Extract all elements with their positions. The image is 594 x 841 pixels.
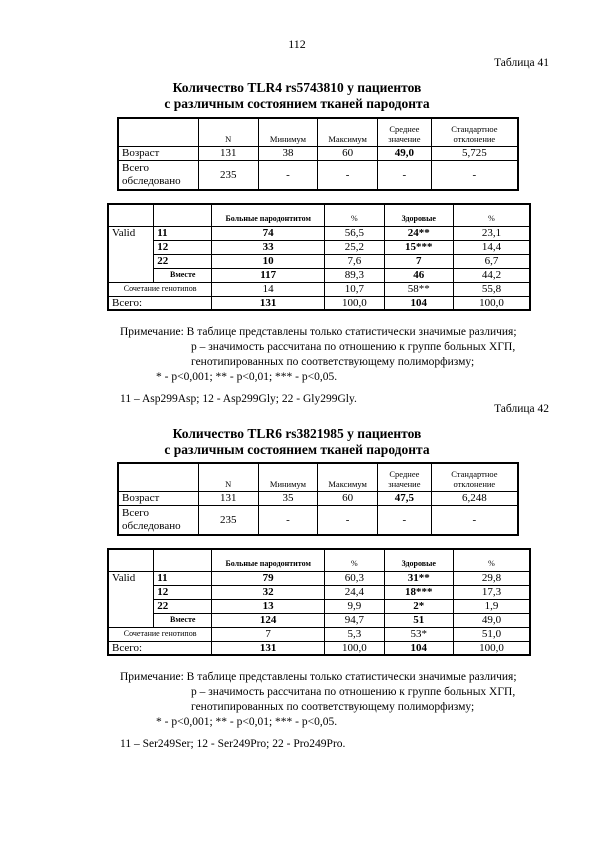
freq-corner-cell: [154, 204, 212, 226]
freq-row-total: [108, 641, 530, 655]
stats-cell: 60: [318, 146, 378, 160]
stats-cell: 235: [198, 160, 258, 190]
freq-cell: 32: [212, 585, 325, 599]
freq-combo-label: Сочетание генотипов: [108, 627, 212, 641]
freq-cell: 79: [212, 571, 325, 585]
freq-cell: 7: [384, 254, 453, 268]
table-41-label: Таблица 41: [494, 57, 549, 69]
freq-cell: 74: [212, 226, 325, 240]
freq-row-12: [108, 240, 530, 254]
freq-cell: 31**: [384, 571, 453, 585]
stats-header-max: Максимум: [318, 118, 378, 146]
freq-header-patients: Больные пародонтитом: [212, 549, 325, 571]
stats-cell: 38: [258, 146, 318, 160]
table-41-stats: [117, 117, 519, 191]
freq-row-together: [108, 268, 530, 282]
stats-row-label: Всего обследовано: [118, 505, 198, 535]
freq-combo-label: Сочетание генотипов: [108, 282, 212, 296]
freq-genotype: 22: [154, 254, 212, 268]
freq-header-percent: %: [453, 549, 530, 571]
table-42-frequencies: [107, 548, 531, 656]
note-line: Примечание: В таблице представлены только статистически значимые различия;: [120, 326, 517, 338]
freq-genotype: Вместе: [154, 613, 212, 627]
freq-header-row: [108, 204, 530, 226]
stats-row-total: [118, 160, 518, 190]
freq-corner-cell: [154, 549, 212, 571]
freq-cell: 124: [212, 613, 325, 627]
table-41-title: [0, 80, 594, 112]
freq-row-11: [108, 571, 530, 585]
freq-cell: 44,2: [453, 268, 530, 282]
freq-genotype: 11: [154, 571, 212, 585]
stats-cell: -: [431, 505, 518, 535]
freq-valid-label: Valid: [108, 226, 154, 282]
freq-cell: 104: [384, 641, 453, 655]
freq-cell: 100,0: [325, 641, 384, 655]
stats-cell: -: [318, 505, 378, 535]
freq-cell: 117: [212, 268, 325, 282]
stats-cell: 131: [198, 491, 258, 505]
freq-cell: 100,0: [453, 641, 530, 655]
table-41-genotype-legend: 11 – Asp299Asp; 12 - Asp299Gly; 22 - Gly299Gly.: [120, 393, 357, 405]
stats-header-mean: Среднее значение: [378, 463, 432, 491]
freq-cell: 7: [212, 627, 325, 641]
freq-cell: 10,7: [325, 282, 384, 296]
stats-header-n: N: [198, 463, 258, 491]
freq-header-percent: %: [453, 204, 530, 226]
freq-row-22: [108, 254, 530, 268]
stats-cell-mean: 47,5: [378, 491, 432, 505]
freq-cell: 56,5: [325, 226, 384, 240]
note-line: p – значимость рассчитана по отношению к группе больных ХГП,: [191, 341, 516, 353]
table-42-title: [0, 426, 594, 458]
freq-cell: 24**: [384, 226, 453, 240]
stats-cell: 60: [318, 491, 378, 505]
table-42-genotype-legend: 11 – Ser249Ser; 12 - Ser249Pro; 22 - Pro249Pro.: [120, 738, 346, 750]
stats-header-max: Максимум: [318, 463, 378, 491]
stats-cell: -: [258, 160, 318, 190]
stats-row-age: [118, 491, 518, 505]
freq-header-row: [108, 549, 530, 571]
stats-row-label: Возраст: [118, 146, 198, 160]
table-41-significance: * - p<0,001; ** - p<0,01; *** - p<0,05.: [156, 371, 338, 383]
stats-header-min: Минимум: [258, 118, 318, 146]
stats-cell: 131: [198, 146, 258, 160]
freq-total-label: Всего:: [108, 641, 212, 655]
stats-row-age: [118, 146, 518, 160]
stats-cell: -: [378, 160, 432, 190]
freq-cell: 60,3: [325, 571, 384, 585]
stats-row-label: Возраст: [118, 491, 198, 505]
freq-genotype: 12: [154, 585, 212, 599]
freq-row-combination: [108, 627, 530, 641]
table-42-title-line1: Количество TLR6 rs3821985 у пациентов: [172, 426, 422, 441]
stats-header-min: Минимум: [258, 463, 318, 491]
freq-cell: 1,9: [453, 599, 530, 613]
freq-header-percent: %: [325, 549, 384, 571]
freq-row-22: [108, 599, 530, 613]
page-number: 112: [288, 37, 306, 51]
table-41-note: [120, 325, 517, 370]
note-line: генотипированных по соответствующему полиморфизму;: [191, 701, 475, 713]
freq-cell: 33: [212, 240, 325, 254]
note-line: генотипированных по соответствующему полиморфизму;: [191, 356, 475, 368]
freq-row-together: [108, 613, 530, 627]
freq-header-healthy: Здоровые: [384, 204, 453, 226]
stats-corner-cell: [118, 118, 198, 146]
stats-header-sd: Стандартное отклонение: [431, 463, 518, 491]
freq-row-total: [108, 296, 530, 310]
freq-cell: 7,6: [325, 254, 384, 268]
table-42-note: [120, 670, 517, 715]
freq-cell: 100,0: [453, 296, 530, 310]
freq-cell: 17,3: [453, 585, 530, 599]
freq-cell: 49,0: [453, 613, 530, 627]
stats-cell: -: [318, 160, 378, 190]
freq-total-label: Всего:: [108, 296, 212, 310]
freq-genotype: Вместе: [154, 268, 212, 282]
stats-row-total: [118, 505, 518, 535]
freq-cell: 24,4: [325, 585, 384, 599]
stats-header-row: [118, 463, 518, 491]
freq-cell: 51: [384, 613, 453, 627]
freq-cell: 18***: [384, 585, 453, 599]
freq-cell: 10: [212, 254, 325, 268]
freq-genotype: 11: [154, 226, 212, 240]
freq-cell: 2*: [384, 599, 453, 613]
stats-cell: 6,248: [431, 491, 518, 505]
stats-header-n: N: [198, 118, 258, 146]
freq-row-combination: [108, 282, 530, 296]
freq-cell: 9,9: [325, 599, 384, 613]
freq-valid-label: Valid: [108, 571, 154, 627]
freq-cell: 13: [212, 599, 325, 613]
stats-cell: 5,725: [431, 146, 518, 160]
freq-cell: 55,8: [453, 282, 530, 296]
freq-header-patients: Больные пародонтитом: [212, 204, 325, 226]
freq-cell: 14: [212, 282, 325, 296]
stats-cell: -: [258, 505, 318, 535]
freq-header-percent: %: [325, 204, 384, 226]
freq-cell: 131: [212, 641, 325, 655]
freq-corner-cell: [108, 549, 154, 571]
stats-cell: 35: [258, 491, 318, 505]
freq-genotype: 12: [154, 240, 212, 254]
stats-cell: -: [431, 160, 518, 190]
freq-cell: 58**: [384, 282, 453, 296]
table-42-label: Таблица 42: [494, 403, 549, 415]
freq-header-healthy: Здоровые: [384, 549, 453, 571]
freq-cell: 104: [384, 296, 453, 310]
freq-corner-cell: [108, 204, 154, 226]
table-42-significance: * - p<0,001; ** - p<0,01; *** - p<0,05.: [156, 716, 338, 728]
freq-cell: 6,7: [453, 254, 530, 268]
stats-cell-mean: 49,0: [378, 146, 432, 160]
freq-cell: 15***: [384, 240, 453, 254]
stats-corner-cell: [118, 463, 198, 491]
note-line: p – значимость рассчитана по отношению к группе больных ХГП,: [191, 686, 516, 698]
freq-cell: 53*: [384, 627, 453, 641]
freq-row-12: [108, 585, 530, 599]
stats-header-sd: Стандартное отклонение: [431, 118, 518, 146]
freq-cell: 29,8: [453, 571, 530, 585]
freq-cell: 46: [384, 268, 453, 282]
freq-cell: 100,0: [325, 296, 384, 310]
table-42-title-line2: с различным состоянием тканей пародонта: [164, 442, 430, 457]
freq-cell: 25,2: [325, 240, 384, 254]
freq-cell: 23,1: [453, 226, 530, 240]
freq-cell: 89,3: [325, 268, 384, 282]
stats-cell: -: [378, 505, 432, 535]
table-41-title-line1: Количество TLR4 rs5743810 у пациентов: [172, 80, 422, 95]
table-41-title-line2: с различным состоянием тканей пародонта: [164, 96, 430, 111]
table-41-frequencies: [107, 203, 531, 311]
table-42-stats: [117, 462, 519, 536]
freq-genotype: 22: [154, 599, 212, 613]
stats-header-mean: Среднее значение: [378, 118, 432, 146]
note-line: Примечание: В таблице представлены только статистически значимые различия;: [120, 671, 517, 683]
freq-row-11: [108, 226, 530, 240]
freq-cell: 131: [212, 296, 325, 310]
stats-header-row: [118, 118, 518, 146]
freq-cell: 94,7: [325, 613, 384, 627]
stats-cell: 235: [198, 505, 258, 535]
freq-cell: 51,0: [453, 627, 530, 641]
freq-cell: 5,3: [325, 627, 384, 641]
stats-row-label: Всего обследовано: [118, 160, 198, 190]
freq-cell: 14,4: [453, 240, 530, 254]
